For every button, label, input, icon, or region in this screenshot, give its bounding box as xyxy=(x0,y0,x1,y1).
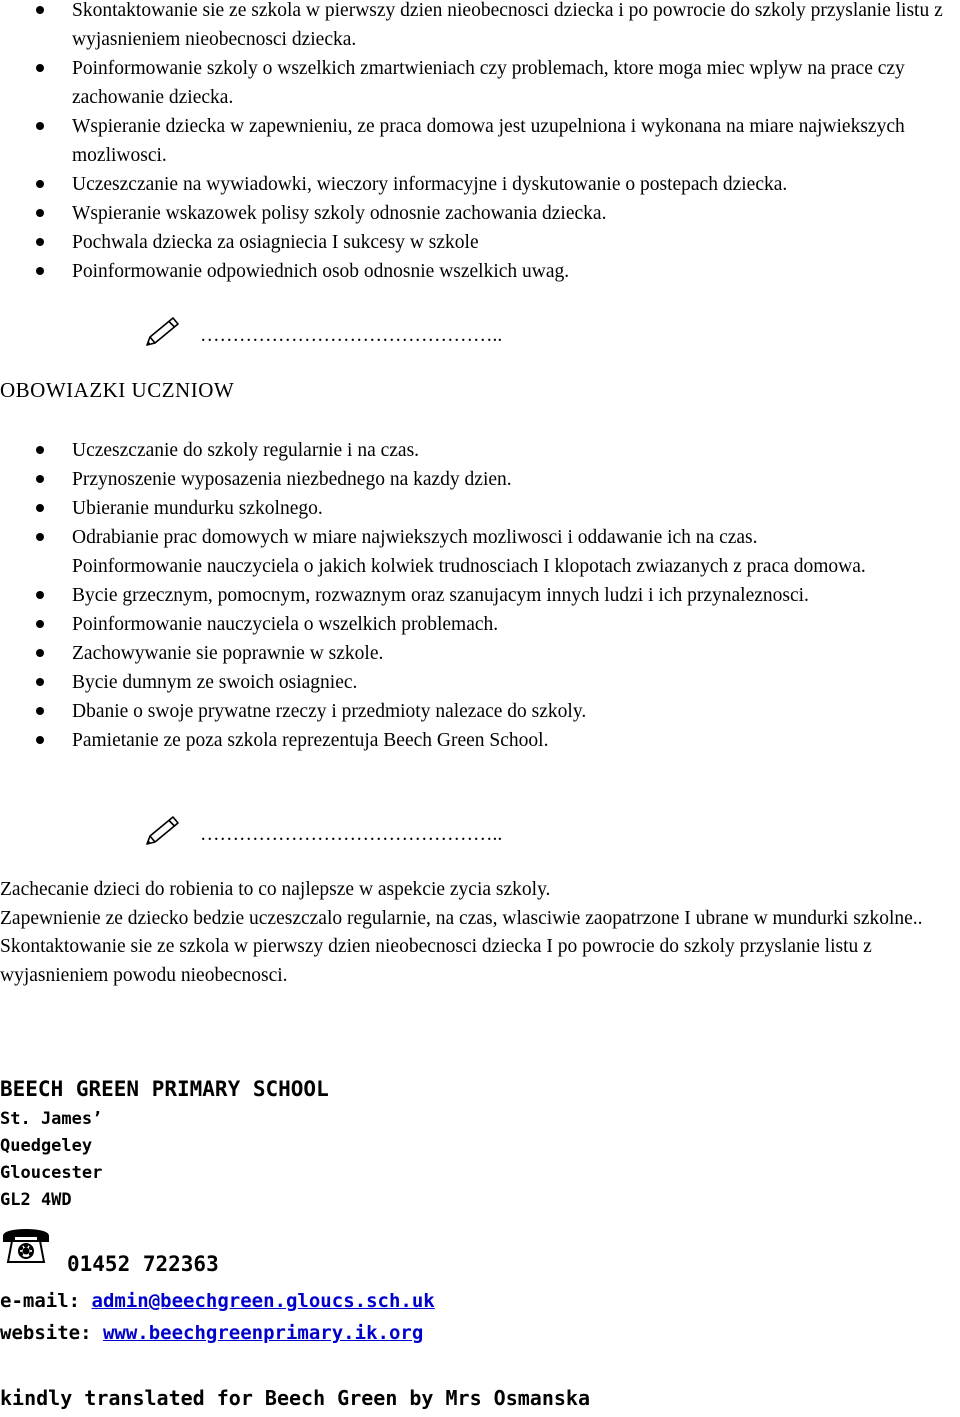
bullet xyxy=(36,649,44,657)
email-row xyxy=(0,1290,435,1312)
school-contact-block xyxy=(0,1072,329,1214)
closing-paragraphs xyxy=(0,876,950,990)
email-label: e-mail: xyxy=(0,1290,81,1312)
website-link[interactable]: www.beechgreenprimary.ik.org xyxy=(102,1322,424,1344)
list-item: Odrabianie prac domowych w miare najwiekszych mozliwosci i oddawanie ich na czas. xyxy=(0,523,960,552)
bullet xyxy=(36,267,44,275)
list-item: Poinformowanie nauczyciela o wszelkich problemach. xyxy=(0,610,960,639)
list-item: Bycie dumnym ze swoich osiagniec. xyxy=(0,668,960,697)
list-item: Przynoszenie wyposazenia niezbednego na kazdy dzien. xyxy=(0,465,960,494)
bullet xyxy=(36,209,44,217)
website-row xyxy=(0,1322,423,1344)
list-item: Wspieranie wskazowek polisy szkoly odnosnie zachowania dziecka. xyxy=(0,199,960,228)
list-item: Uczeszczanie na wywiadowki, wieczory informacyjne i dyskutowanie o postepach dziecka. xyxy=(0,170,960,199)
bullet xyxy=(36,122,44,130)
translation-credit: kindly translated for Beech Green by Mrs Osmanska xyxy=(0,1386,591,1410)
website-label: website: xyxy=(0,1322,92,1344)
signature-line: ……………………………………….. xyxy=(145,814,665,854)
list-item: Poinformowanie odpowiednich osob odnosnie wszelkich uwag. xyxy=(0,257,960,286)
phone-row xyxy=(0,1224,300,1284)
list-item: Skontaktowanie sie ze szkola w pierwszy dzien nieobecnosci dziecka i po powrocie do szkoly przyslanie listu z wyjasnieniem nieobecnosci dziecka. xyxy=(0,0,960,54)
paragraph: Zapewnienie ze dziecko bedzie uczeszczalo regularnie, na czas, wlasciwie zaopatrzone I ubrane w mundurki szkolne.. xyxy=(0,907,923,929)
email-link[interactable]: admin@beechgreen.gloucs.sch.uk xyxy=(91,1290,435,1312)
bullet xyxy=(36,64,44,72)
pupil-responsibilities-heading: OBOWIAZKI UCZNIOW xyxy=(0,378,235,402)
bullet xyxy=(36,6,44,14)
list-item: Ubieranie mundurku szkolnego. xyxy=(0,494,960,523)
list-item: Wspieranie dziecka w zapewnieniu, ze praca domowa jest uzupelniona i wykonana na miare najwiekszych mozliwosci. xyxy=(0,112,960,170)
paragraph: Skontaktowanie sie ze szkola w pierwszy dzien nieobecnosci dziecka I po powrocie do szkoly przyslanie listu z wyjasnieniem powodu nieobecnosci. xyxy=(0,936,872,986)
list-item: Pamietanie ze poza szkola reprezentuja Beech Green School. xyxy=(0,726,960,755)
paragraph: Zachecanie dzieci do robienia to co najlepsze w aspekcie zycia szkoly. xyxy=(0,879,551,900)
address-line: Gloucester xyxy=(0,1163,103,1183)
parent-responsibilities-list xyxy=(0,0,960,286)
bullet xyxy=(36,620,44,628)
list-item: Pochwala dziecka za osiagniecia I sukcesy w szkole xyxy=(0,228,960,257)
address-line: Quedgeley xyxy=(0,1136,93,1156)
postcode: GL2 4WD xyxy=(0,1190,72,1210)
bullet xyxy=(36,446,44,454)
bullet xyxy=(36,475,44,483)
bullet xyxy=(36,678,44,686)
pupil-responsibilities-list xyxy=(0,436,960,755)
list-item: Poinformowanie nauczyciela o jakich kolwiek trudnosciach I klopotach zwiazanych z praca domowa. xyxy=(72,556,866,577)
list-item: Poinformowanie szkoly o wszelkich zmartwieniach czy problemach, ktore moga miec wplyw na prace czy zachowanie dziecka. xyxy=(0,54,960,112)
bullet xyxy=(36,707,44,715)
bullet xyxy=(36,238,44,246)
phone-number: 01452 722363 xyxy=(67,1252,219,1276)
bullet xyxy=(36,591,44,599)
bullet xyxy=(36,533,44,541)
bullet xyxy=(36,180,44,188)
pencil-icon xyxy=(145,814,183,846)
bullet xyxy=(36,504,44,512)
pencil-icon xyxy=(145,315,183,347)
bullet xyxy=(36,736,44,744)
telephone-icon xyxy=(0,1224,52,1266)
address-line: St. James’ xyxy=(0,1109,103,1129)
school-name: BEECH GREEN PRIMARY SCHOOL xyxy=(0,1077,329,1101)
list-item: Dbanie o swoje prywatne rzeczy i przedmioty nalezace do szkoly. xyxy=(0,697,960,726)
list-item: Uczeszczanie do szkoly regularnie i na czas. xyxy=(0,436,960,465)
list-item: Zachowywanie sie poprawnie w szkole. xyxy=(0,639,960,668)
list-item: Bycie grzecznym, pomocnym, rozwaznym oraz szanujacym innych ludzi i ich przynaleznosci. xyxy=(0,581,960,610)
signature-line: ……………………………………….. xyxy=(145,315,665,355)
